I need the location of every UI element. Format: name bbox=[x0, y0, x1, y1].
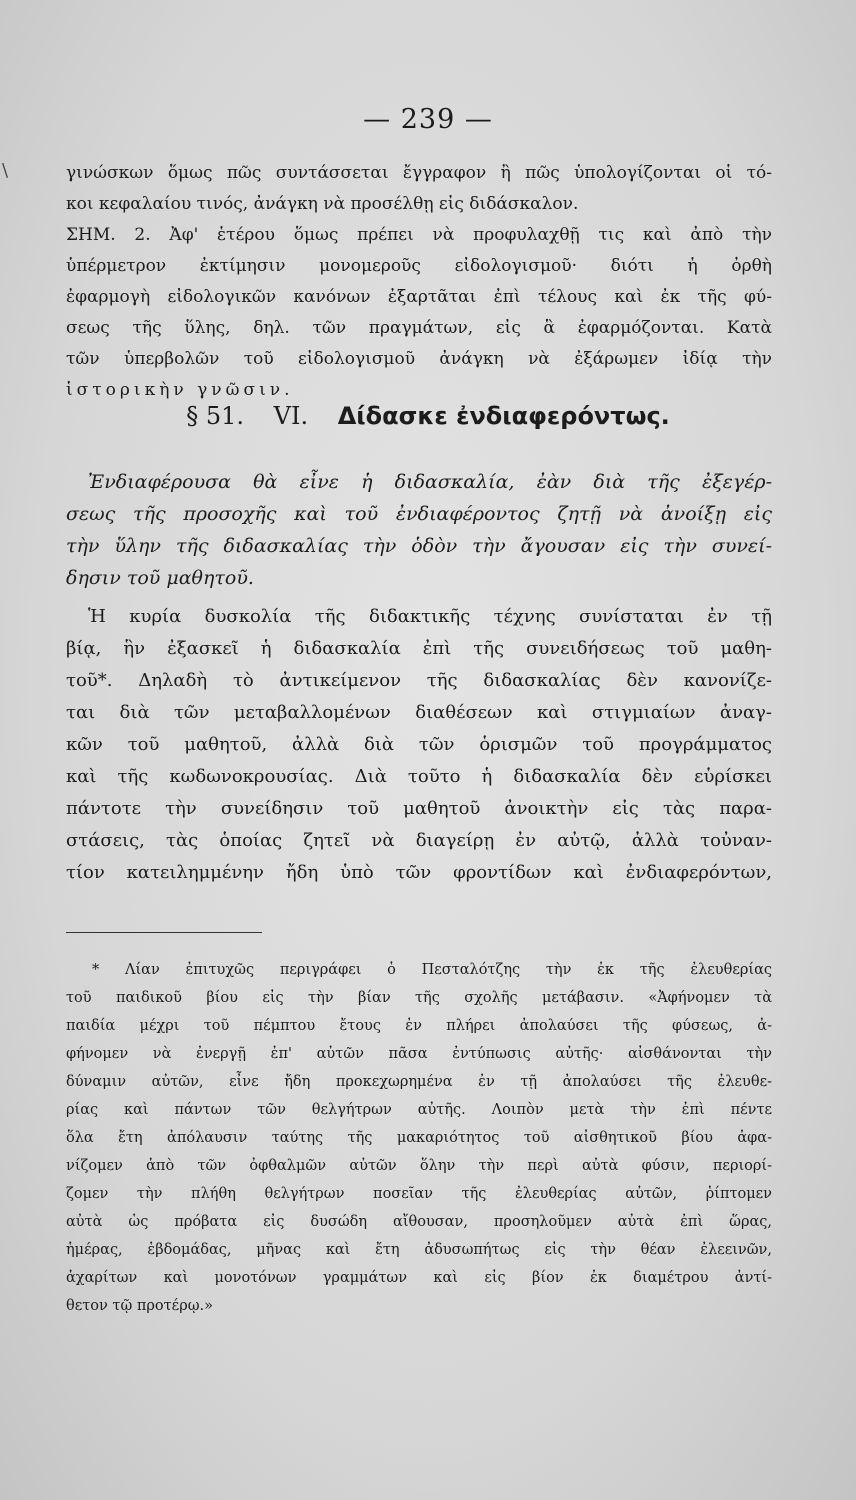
page-number: — 239 — bbox=[363, 104, 493, 135]
footnote-line: ἡμέρας, ἑβδομάδας, μῆνας καὶ ἔτη ἀδυσωπήτως εἰς τὴν θέαν ἐλεεινῶν, bbox=[66, 1242, 772, 1258]
text-line: ὑπέρμετρον ἐκτίμησιν μονομεροῦς εἰδολογισμοῦ· διότι ἡ ὀρθὴ bbox=[66, 256, 772, 276]
intro-paragraph bbox=[66, 158, 772, 406]
text-line: κοι κεφαλαίου τινός, ἀνάγκη νὰ προσέλθῃ εἰς διδάσκαλον. bbox=[66, 194, 579, 214]
gutter-mark: \ bbox=[2, 160, 9, 181]
footnote-line: ζομεν τὴν πλήθη θελγήτρων ποσεῖαν τῆς ἐλευθερίας αὐτῶν, ῥίπτομεν bbox=[66, 1186, 772, 1202]
text-line: ἐφαρμογὴ εἰδολογικῶν κανόνων ἐξαρτᾶται ἐπὶ τέλους καὶ ἐκ τῆς φύ- bbox=[66, 287, 772, 307]
footnote-line: φήνομεν νὰ ἐνεργῇ ἐπ' αὐτῶν πᾶσα ἐντύπωσις αὐτῆς· αἰσθάνονται τὴν bbox=[66, 1046, 772, 1062]
text-line: σεως τῆς ὕλης, δηλ. τῶν πραγμάτων, εἰς ἃ ἐφαρμόζονται. Κατὰ bbox=[66, 318, 772, 338]
main-paragraph bbox=[66, 601, 772, 889]
footnote-line: δύναμιν αὐτῶν, εἶνε ἤδη προκεχωρημένα ἐν τῇ ἀπολαύσει τῆς ἐλευθε- bbox=[66, 1074, 772, 1090]
text-line: ται διὰ τῶν μεταβαλλομένων διαθέσεων καὶ στιγμιαίων ἀναγ- bbox=[66, 702, 772, 723]
text-line: Ἐνδιαφέρουσα θὰ εἶνε ἡ διδασκαλία, ἐὰν διὰ τῆς ἐξεγέρ- bbox=[88, 471, 772, 493]
footnote bbox=[66, 956, 772, 1320]
footnote-line: * Λίαν ἐπιτυχῶς περιγράφει ὁ Πεσταλότζης τὴν ἐκ τῆς ἐλευθερίας bbox=[92, 962, 772, 978]
footnote-line: ἀχαρίτων καὶ μονοτόνων γραμμάτων καὶ εἰς βίον ἐκ διαμέτρου ἀντί- bbox=[66, 1270, 772, 1286]
text-line: σεως τῆς προσοχῆς καὶ τοῦ ἐνδιαφέροντος ζητῇ νὰ ἀνοίξῃ εἰς bbox=[66, 503, 772, 525]
footnote-line: ρίας καὶ πάντων τῶν θελγήτρων αὐτῆς. Λοιπὸν μετὰ τὴν ἐπὶ πέντε bbox=[66, 1102, 772, 1118]
text-line: τῶν ὑπερβολῶν τοῦ εἰδολογισμοῦ ἀνάγκη νὰ ἐξάρωμεν ἰδίᾳ τὴν bbox=[66, 349, 772, 369]
text-line: γινώσκων ὅμως πῶς συντάσσεται ἔγγραφον ἢ πῶς ὑπολογίζονται οἱ τό- bbox=[66, 163, 772, 183]
text-line: τίον κατειλημμένην ἤδη ὑπὸ τῶν φροντίδων καὶ ἐνδιαφερόντων, bbox=[66, 862, 772, 883]
text-line: δησιν τοῦ μαθητοῦ. bbox=[66, 567, 254, 589]
text-line: Ἡ κυρία δυσκολία τῆς διδακτικῆς τέχνης συνίσταται ἐν τῇ bbox=[88, 606, 772, 627]
section-number: § 51. bbox=[186, 402, 244, 430]
footnote-line: θετον τῷ προτέρῳ.» bbox=[66, 1298, 214, 1314]
text-line: βίᾳ, ἣν ἐξασκεῖ ἡ διδασκαλία ἐπὶ τῆς συνειδήσεως τοῦ μαθη- bbox=[66, 638, 772, 659]
text-line: τὴν ὕλην τῆς διδασκαλίας τὴν ὁδὸν τὴν ἄγουσαν εἰς τὴν συνεί- bbox=[66, 535, 772, 557]
text-line: τοῦ*. Δηλαδὴ τὸ ἀντικείμενον τῆς διδασκαλίας δὲν κανονίζε- bbox=[66, 670, 772, 691]
text-line: καὶ τῆς κωδωνοκρουσίας. Διὰ τοῦτο ἡ διδασκαλία δὲν εὑρίσκει bbox=[66, 766, 772, 787]
footnote-divider bbox=[66, 932, 262, 933]
section-roman-numeral: VI. bbox=[273, 402, 309, 430]
note-heading-line: ΣΗΜ. 2. Ἀφ' ἑτέρου ὅμως πρέπει νὰ προφυλαχθῇ τις καὶ ἀπὸ τὴν bbox=[66, 225, 772, 245]
section-heading bbox=[0, 402, 856, 430]
text-line: πάντοτε τὴν συνείδησιν τοῦ μαθητοῦ ἀνοικτὴν εἰς τὰς παρα- bbox=[66, 798, 772, 819]
text-line: κῶν τοῦ μαθητοῦ, ἀλλὰ διὰ τῶν ὁρισμῶν τοῦ προγράμματος bbox=[66, 734, 772, 755]
footnote-line: τοῦ παιδικοῦ βίου εἰς τὴν βίαν τῆς σχολῆς μετάβασιν. «Ἀφήνομεν τὰ bbox=[66, 990, 772, 1006]
text-line: ἱστορικὴν γνῶσιν. bbox=[66, 380, 294, 400]
footnote-line: αὐτὰ ὡς πρόβατα εἰς δυσώδη αἴθουσαν, προσηλοῦμεν αὐτὰ ἐπὶ ὥρας, bbox=[66, 1214, 772, 1230]
footnote-line: ὅλα ἔτη ἀπόλαυσιν ταύτης τῆς μακαριότητος τοῦ αἰσθητικοῦ βίου ἀφα- bbox=[66, 1130, 772, 1146]
footnote-line: παιδία μέχρι τοῦ πέμπτου ἔτους ἐν πλήρει ἀπολαύσει τῆς φύσεως, ἀ- bbox=[66, 1018, 772, 1034]
text-line: στάσεις, τὰς ὁποίας ζητεῖ νὰ διαγείρῃ ἐν αὐτῷ, ἀλλὰ τοὐναν- bbox=[66, 830, 772, 851]
thesis-paragraph bbox=[66, 466, 772, 594]
footnote-line: νίζομεν ἀπὸ τῶν ὀφθαλμῶν αὐτῶν ὅλην τὴν περὶ αὐτὰ φύσιν, περιορί- bbox=[66, 1158, 772, 1174]
section-title: Δίδασκε ἐνδιαφερόντως. bbox=[337, 402, 670, 430]
